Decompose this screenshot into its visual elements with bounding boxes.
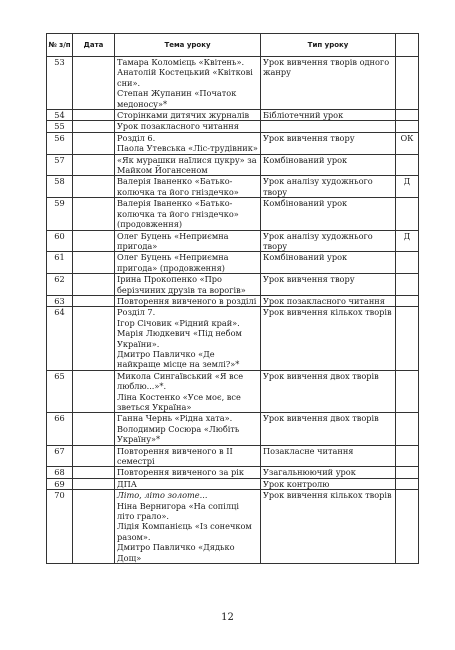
row-mark (396, 110, 419, 121)
table-row (47, 413, 419, 445)
table-row (47, 307, 419, 370)
header-number: № з/п (47, 34, 73, 57)
row-lesson-type: Урок аналізу художнього твору (261, 230, 396, 252)
table-row (47, 370, 419, 413)
row-topic (115, 110, 261, 121)
topic-line: Повторення вивченого в ІІ семестрі (117, 445, 233, 467)
row-number: 64 (47, 307, 73, 370)
topic-line: Сторінками дитячих журналів (117, 110, 250, 121)
row-topic (115, 198, 261, 230)
table-row (47, 57, 419, 110)
row-date (73, 274, 115, 296)
row-lesson-type: Комбінований урок (261, 154, 396, 176)
row-date (73, 154, 115, 176)
topic-line: Анатолій Костецький «Квіткові сни». (117, 67, 253, 88)
row-lesson-type: Урок вивчення твору (261, 274, 396, 296)
topic-line: Володимир Сосюра «Любіть Україну»* (117, 423, 240, 445)
row-mark (396, 57, 419, 110)
row-date (73, 370, 115, 413)
topic-line: ДПА (117, 478, 137, 489)
table-row (47, 478, 419, 489)
row-mark: ОК (396, 132, 419, 154)
row-mark (396, 467, 419, 478)
row-lesson-type: Урок вивчення кількох творів (261, 490, 396, 564)
row-mark (396, 274, 419, 296)
table-row (47, 132, 419, 154)
topic-line: Дмитро Павличко «Дядько Дощ» (117, 542, 235, 563)
row-date (73, 307, 115, 370)
topic-line: Повторення вивченого в розділі (117, 295, 257, 306)
table-row (47, 121, 419, 132)
row-topic (115, 467, 261, 478)
row-date (73, 252, 115, 274)
row-topic (115, 295, 261, 306)
row-lesson-type: Позакласне читання (261, 445, 396, 467)
topic-line: Ганна Чернь «Рідна хата». (117, 413, 233, 424)
topic-line: Марія Людкевич «Під небом України». (117, 328, 242, 349)
row-topic (115, 490, 261, 564)
table-row (47, 176, 419, 198)
row-date (73, 132, 115, 154)
row-mark (396, 252, 419, 274)
row-mark (396, 413, 419, 445)
row-mark (396, 307, 419, 370)
table-row (47, 295, 419, 306)
topic-line: Ігор Січовик «Рідний край». (117, 317, 240, 328)
row-lesson-type: Урок вивчення твору (261, 132, 396, 154)
row-mark: Д (396, 230, 419, 252)
row-date (73, 230, 115, 252)
topic-line: Олег Буцень «Неприємна пригода» (117, 230, 229, 251)
topic-line: Розділ 6. (117, 132, 156, 143)
row-mark (396, 490, 419, 564)
row-lesson-type: Урок вивчення творів одного жанру (261, 57, 396, 110)
row-topic (115, 121, 261, 132)
row-date (73, 121, 115, 132)
row-lesson-type: Комбінований урок (261, 198, 396, 230)
row-number: 69 (47, 478, 73, 489)
row-mark (396, 121, 419, 132)
row-number: 67 (47, 445, 73, 467)
table-row (47, 445, 419, 467)
table-row (47, 154, 419, 176)
row-number: 63 (47, 295, 73, 306)
row-mark (396, 154, 419, 176)
row-mark (396, 370, 419, 413)
row-mark (396, 198, 419, 230)
row-date (73, 467, 115, 478)
row-number: 68 (47, 467, 73, 478)
row-date (73, 57, 115, 110)
topic-line: Паола Утевська «Ліс-трудівник» (117, 143, 258, 154)
table-row (47, 467, 419, 478)
row-mark (396, 478, 419, 489)
row-topic (115, 176, 261, 198)
row-number: 58 (47, 176, 73, 198)
row-lesson-type: Урок аналізу художнього твору (261, 176, 396, 198)
header-topic: Тема уроку (115, 34, 261, 57)
topic-line: Ліна Костенко «Усе моє, все зветься Україна» (117, 391, 241, 412)
row-lesson-type: Комбінований урок (261, 252, 396, 274)
page-content (46, 33, 418, 564)
row-lesson-type: Урок вивчення кількох творів (261, 307, 396, 370)
row-number: 59 (47, 198, 73, 230)
row-date (73, 110, 115, 121)
table-row (47, 230, 419, 252)
row-mark (396, 445, 419, 467)
row-number: 56 (47, 132, 73, 154)
row-topic (115, 154, 261, 176)
header-mark (396, 34, 419, 57)
row-lesson-type: Урок вивчення двох творів (261, 370, 396, 413)
table-row (47, 110, 419, 121)
topic-line: Микола Сингаївський «Я все люблю...»*. (117, 370, 244, 392)
row-mark: Д (396, 176, 419, 198)
row-lesson-type: Узагальнюючий урок (261, 467, 396, 478)
topic-line: Тамара Коломієць «Квітень». (117, 57, 245, 67)
row-topic (115, 307, 261, 370)
row-number: 53 (47, 57, 73, 110)
row-date (73, 478, 115, 489)
topic-line: Валерія Іваненко «Батько-колючка та його гніздечко» (продовження) (117, 198, 239, 230)
table-body (47, 57, 419, 564)
topic-line: Розділ 7. (117, 307, 156, 318)
topic-line: Ірина Прокопенко «Про берізчиних друзів та ворогів» (117, 274, 246, 295)
row-lesson-type (261, 121, 396, 132)
table-row (47, 274, 419, 296)
row-date (73, 176, 115, 198)
row-date (73, 490, 115, 564)
row-topic (115, 230, 261, 252)
lesson-plan-table (46, 33, 419, 564)
row-number: 62 (47, 274, 73, 296)
row-number: 70 (47, 490, 73, 564)
row-number: 54 (47, 110, 73, 121)
topic-line: Олег Буцень «Неприємна пригода» (продовження) (117, 252, 229, 273)
topic-line: Повторення вивченого за рік (117, 467, 244, 478)
row-topic (115, 57, 261, 110)
topic-line: Валерія Іваненко «Батько-колючка та його гніздечко» (117, 176, 239, 197)
table-row (47, 490, 419, 564)
row-date (73, 413, 115, 445)
row-number: 60 (47, 230, 73, 252)
topic-line: Літо, літо золоте... (117, 490, 208, 501)
row-date (73, 445, 115, 467)
table-row (47, 198, 419, 230)
row-lesson-type: Бібліотечний урок (261, 110, 396, 121)
topic-line: Дмитро Павличко «Де найкраще місце на землі?»* (117, 348, 240, 370)
row-lesson-type: Урок вивчення двох творів (261, 413, 396, 445)
row-number: 65 (47, 370, 73, 413)
page-number: 12 (221, 612, 234, 623)
topic-line: Урок позакласного читання (117, 121, 239, 132)
topic-line: Степан Жупанин «Початок медоносу»* (117, 88, 237, 109)
row-number: 57 (47, 154, 73, 176)
row-lesson-type: Урок контролю (261, 478, 396, 489)
topic-line: Лідія Компанієць «Із сонечком разом». (117, 521, 252, 542)
row-topic (115, 478, 261, 489)
row-number: 55 (47, 121, 73, 132)
header-date: Дата (73, 34, 115, 57)
topic-line: «Як мурашки наїлися цукру» за Майком Йогансеном (117, 154, 257, 176)
row-topic (115, 274, 261, 296)
row-number: 66 (47, 413, 73, 445)
table-row (47, 252, 419, 274)
row-topic (115, 370, 261, 413)
row-topic (115, 445, 261, 467)
header-type: Тип уроку (261, 34, 396, 57)
row-date (73, 198, 115, 230)
row-mark (396, 295, 419, 306)
topic-line: Ніна Вернигора «На сопілці літо грало». (117, 500, 239, 522)
row-lesson-type: Урок позакласного читання (261, 295, 396, 306)
row-topic (115, 413, 261, 445)
row-number: 61 (47, 252, 73, 274)
row-date (73, 295, 115, 306)
row-topic (115, 132, 261, 154)
row-topic (115, 252, 261, 274)
table-header-row (47, 34, 419, 57)
